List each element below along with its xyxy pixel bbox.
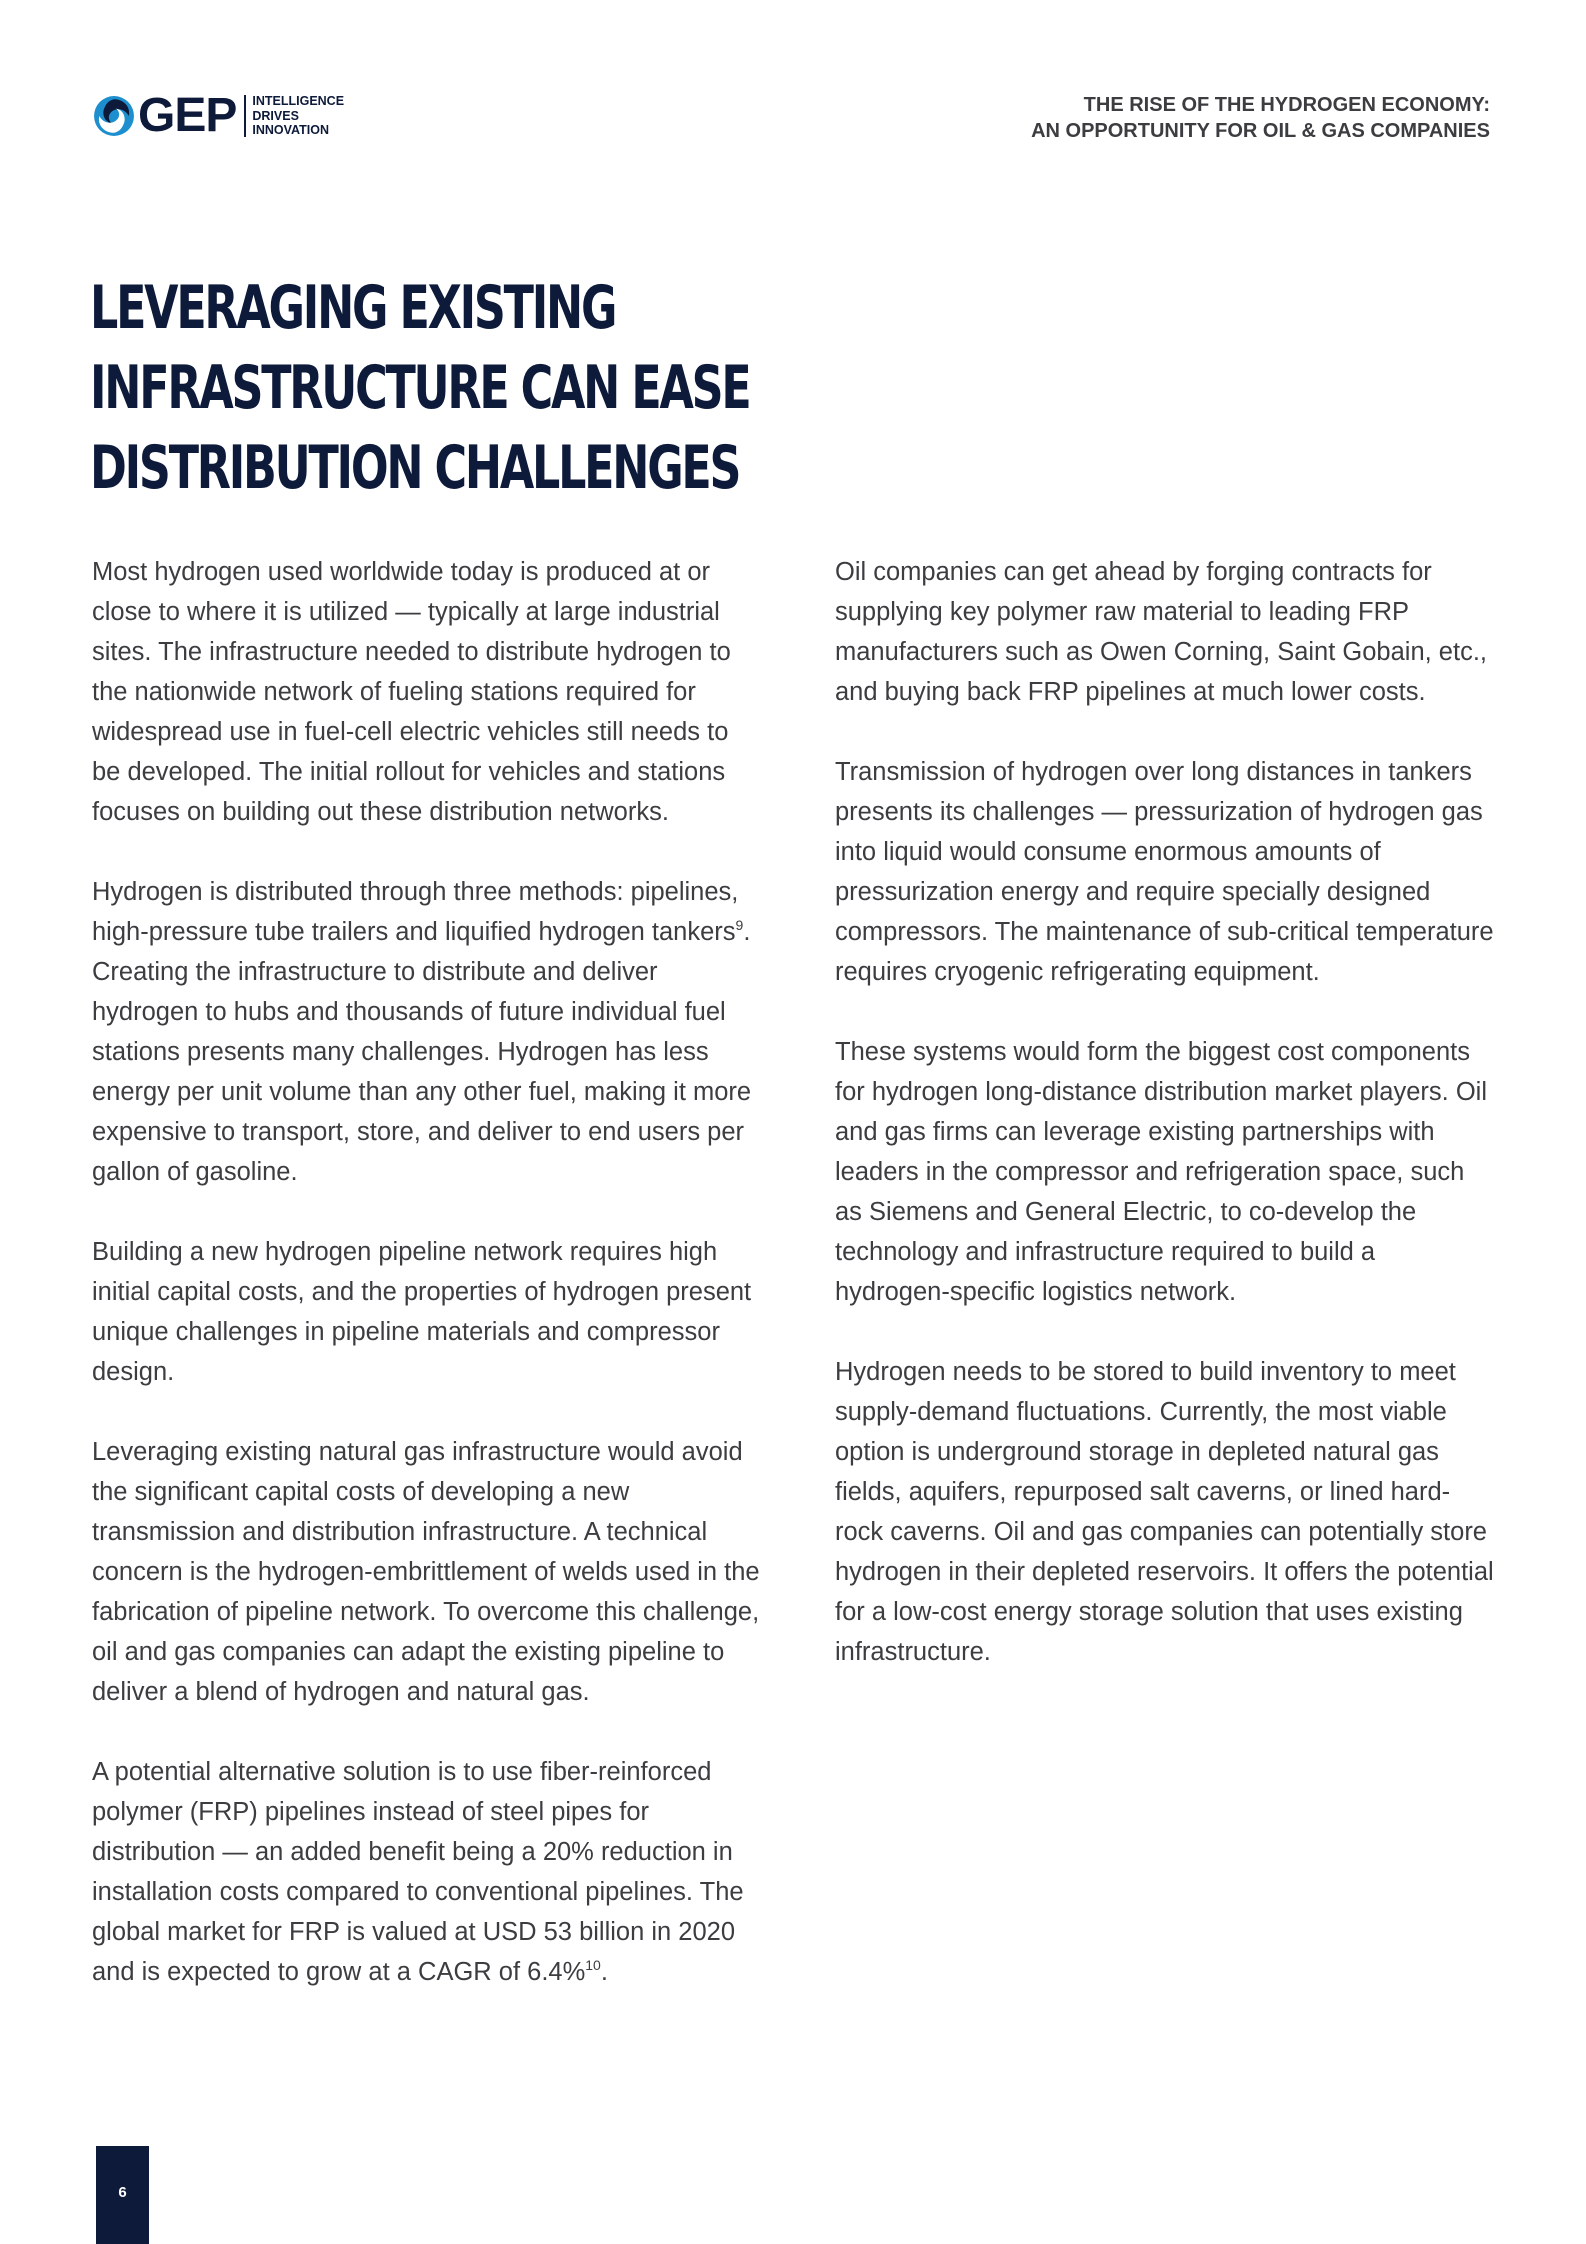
paragraph-text: . <box>600 1958 608 1986</box>
page-number: 6 <box>118 2184 127 2201</box>
footnote-reference: 9 <box>735 917 744 933</box>
left-column <box>92 552 762 2032</box>
headline-line: DISTRIBUTION CHALLENGES <box>90 433 740 503</box>
body-paragraph: These systems would form the biggest cost components for hydrogen long-distance distribution market players. Oil and gas firms can leverage existing partnerships with leaders in the compressor and refrigeration space, such as Siemens and General Electric, to co-develop the technology and infrastructure required to build a hydrogen-specific logistics network. <box>835 1038 1487 1306</box>
logo-tagline-line: DRIVES <box>252 108 299 123</box>
headline-line: LEVERAGING EXISTING <box>90 273 616 343</box>
footnote-reference: 10 <box>585 1957 601 1973</box>
body-paragraph: Oil companies can get ahead by forging contracts for supplying key polymer raw material to leading FRP manufacturers such as Owen Corning, Saint Gobain, etc., and buying back FRP pipelines at much lower costs. <box>835 558 1487 706</box>
report-title-line: THE RISE OF THE HYDROGEN ECONOMY: <box>1083 94 1490 116</box>
logo-wordmark: GEP <box>138 89 237 142</box>
logo-tagline-line: INTELLIGENCE <box>252 94 345 109</box>
page-headline <box>90 268 756 508</box>
body-paragraph: Most hydrogen used worldwide today is produced at or close to where it is utilized — typically at large industrial sites. The infrastructure needed to distribute hydrogen to the nationwide network of fueling stations required for widespread use in fuel-cell electric vehicles still needs to be developed. The initial rollout for vehicles and stations focuses on building out these distribution networks. <box>92 558 731 826</box>
report-title <box>1031 92 1490 144</box>
body-paragraph: Building a new hydrogen pipeline network requires high initial capital costs, and the properties of hydrogen present unique challenges in pipeline materials and compressor design. <box>92 1238 752 1386</box>
gep-swirl-icon <box>93 95 135 137</box>
body-paragraph: Hydrogen needs to be stored to build inventory to meet supply-demand fluctuations. Currently, the most viable option is underground storage in depleted natural gas fields, aquifers, repurposed salt caverns, or lined hard-rock caverns. Oil and gas companies can potentially store hydrogen in their depleted reservoirs. It offers the potential for a low-cost energy storage solution that uses existing infrastructure. <box>835 1358 1494 1666</box>
body-paragraph: Transmission of hydrogen over long distances in tankers presents its challenges — pressurization of hydrogen gas into liquid would consume enormous amounts of pressurization energy and require specially designed compressors. The maintenance of sub-critical temperature requires cryogenic refrigerating equipment. <box>835 758 1494 986</box>
body-paragraph <box>92 872 762 1192</box>
gep-logo <box>93 89 345 142</box>
paragraph-text: . Creating the infrastructure to distribute and deliver hydrogen to hubs and thousands of future individual fuel stations presents many challenges. Hydrogen has less energy per unit volume than any other fuel, making it more expensive to transport, store, and deliver to end users per gallon of gasoline. <box>92 918 752 1186</box>
paragraph-text: Hydrogen is distributed through three methods: pipelines, high-pressure tube trailers and liquified hydrogen tankers <box>92 878 739 946</box>
body-paragraph <box>92 1752 762 1992</box>
report-title-line: AN OPPORTUNITY FOR OIL & GAS COMPANIES <box>1031 120 1490 142</box>
right-column <box>835 552 1495 1712</box>
headline-line: INFRASTRUCTURE CAN EASE <box>90 353 750 423</box>
logo-tagline-line: INNOVATION <box>252 123 329 138</box>
logo-divider <box>244 95 246 137</box>
page-number-tab <box>96 2146 149 2244</box>
logo-tagline <box>252 94 344 138</box>
paragraph-text: A potential alternative solution is to use fiber-reinforced polymer (FRP) pipelines instead of steel pipes for distribution — an added benefit being a 20% reduction in installation costs compared to conventional pipelines. The global market for FRP is valued at USD 53 billion in 2020 and is expected to grow at a CAGR of 6.4% <box>92 1758 744 1986</box>
body-paragraph: Leveraging existing natural gas infrastructure would avoid the significant capital costs of developing a new transmission and distribution infrastructure. A technical concern is the hydrogen-embrittlement of welds used in the fabrication of pipeline network. To overcome this challenge, oil and gas companies can adapt the existing pipeline to deliver a blend of hydrogen and natural gas. <box>92 1438 760 1706</box>
